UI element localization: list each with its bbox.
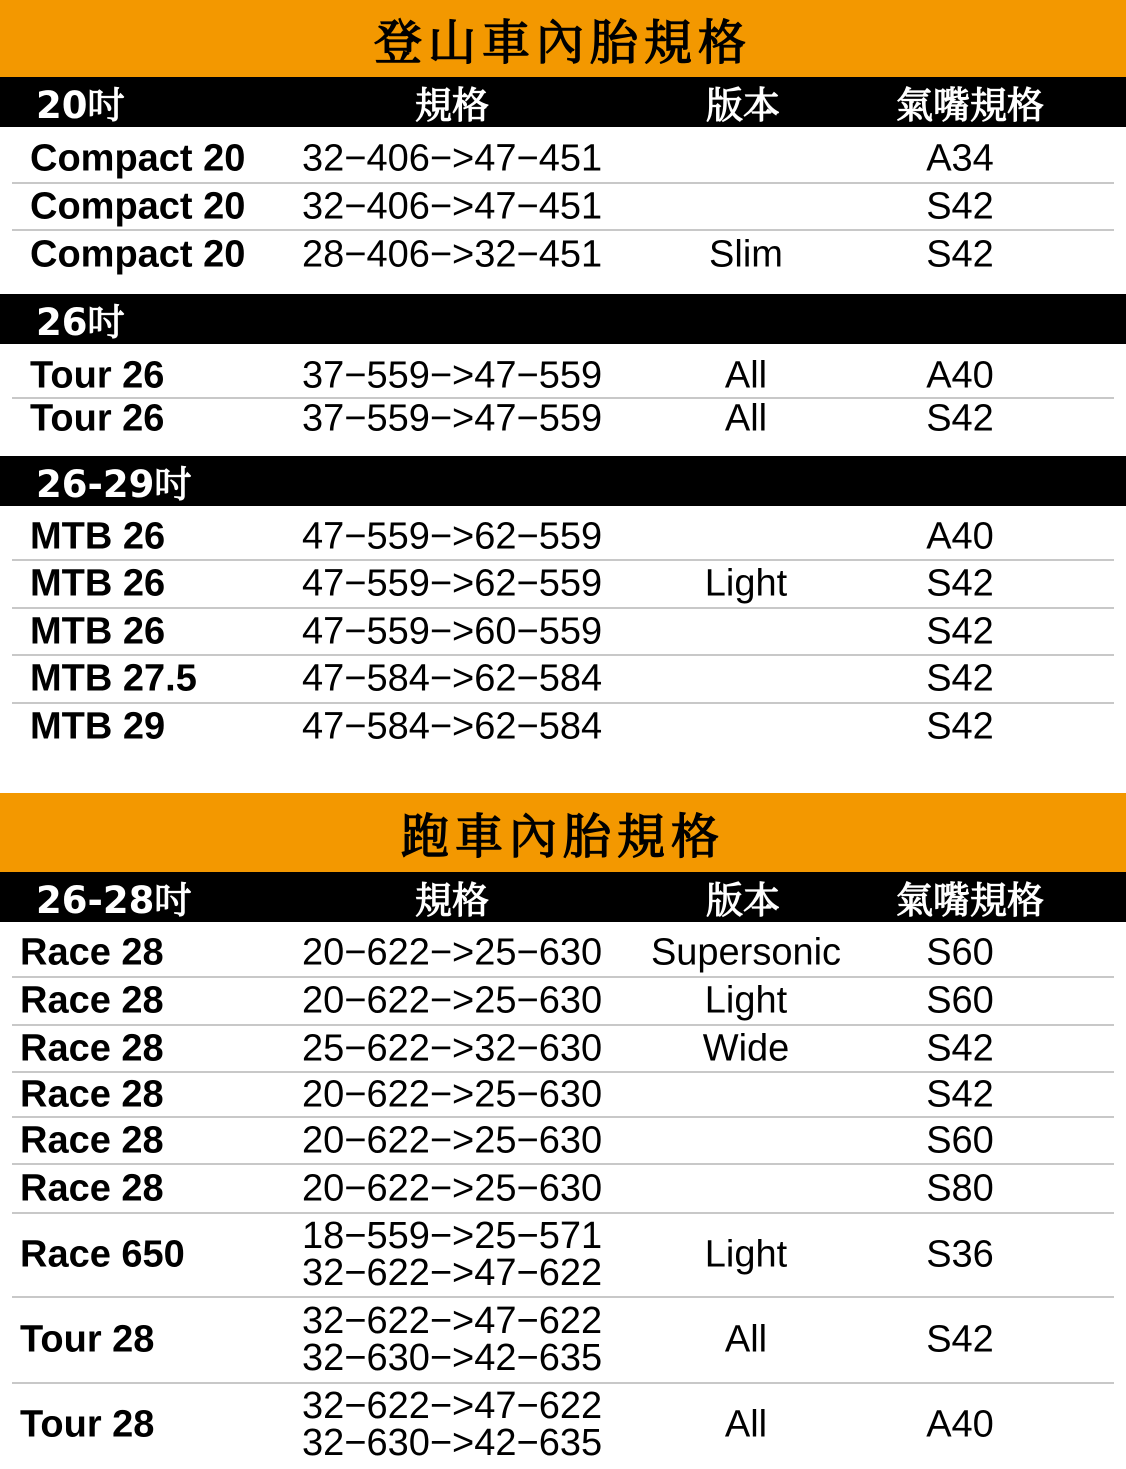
tube-name: MTB 26 [30,610,166,652]
tube-valve: A40 [926,515,994,557]
tube-spec-line: 28−406−>32−451 [302,233,603,276]
tube-spec [302,931,603,973]
tube-name: Compact 20 [30,233,246,276]
tube-spec [302,705,603,748]
header-size: 20吋 [36,84,125,127]
tube-spec [302,1073,603,1115]
table-row [12,184,1114,231]
tube-spec [302,1300,603,1379]
tube-spec [302,354,603,396]
tube-spec-line: 37−559−>47−559 [302,354,603,396]
tube-name: MTB 29 [30,705,166,748]
road-header-row [0,872,1126,922]
tube-valve: S80 [926,1167,994,1209]
table-row [12,1298,1114,1384]
tube-name: Compact 20 [30,185,246,227]
table-row [12,561,1114,609]
table-row [12,136,1114,184]
tube-spec-line: 32−630−>42−635 [302,1337,603,1379]
tube-name: Race 28 [20,1027,164,1069]
section-2629-label: 26-29吋 [36,463,192,506]
tube-valve: A34 [926,137,994,180]
tube-valve: S60 [926,1119,994,1161]
header-version: 版本 [706,879,780,922]
tube-spec-line: 20−622−>25−630 [302,1073,603,1115]
tube-valve: A40 [926,354,994,396]
table-row [12,1165,1114,1214]
header-size: 26-28吋 [36,879,192,922]
tube-version: Light [704,1233,788,1276]
tube-spec-line: 25−622−>32−630 [302,1027,603,1069]
table-row [12,399,1114,439]
road-title-banner [0,793,1126,872]
tube-valve: S60 [926,979,994,1022]
table-row [12,354,1114,399]
tube-name: Race 28 [20,1073,164,1115]
tube-spec-line: 47−559−>62−559 [302,515,603,557]
tube-name: MTB 27.5 [30,657,197,700]
header-spec: 規格 [415,84,489,127]
table-row [12,704,1114,750]
table-row [12,1026,1114,1073]
table-row [12,929,1114,978]
section-26-label: 26吋 [36,301,125,344]
tube-name: Race 650 [20,1233,185,1276]
header-valve: 氣嘴規格 [896,84,1044,127]
tube-valve: S42 [926,233,994,276]
tube-spec [302,1215,603,1294]
table-row [12,514,1114,561]
tube-version: Supersonic [650,931,842,973]
table-row [12,1073,1114,1118]
tube-spec-line: 32−622−>47−622 [302,1385,603,1427]
tube-valve: S42 [926,1073,994,1115]
tube-name: Tour 28 [20,1403,155,1446]
header-spec: 規格 [415,879,489,922]
tube-spec-line: 47−559−>62−559 [302,562,603,605]
tube-name: Race 28 [20,1119,164,1161]
tube-spec-line: 37−559−>47−559 [302,397,603,440]
mtb-title: 登山車內胎規格 [373,15,752,71]
tube-valve: S42 [926,397,994,440]
table-row [12,609,1114,656]
tube-spec-line: 47−584−>62−584 [302,705,603,748]
section-2629-header [0,456,1126,506]
tube-spec [302,185,603,227]
tube-spec-line: 20−622−>25−630 [302,1119,603,1161]
tube-spec-line: 32−630−>42−635 [302,1422,603,1464]
tube-spec-line: 32−622−>47−622 [302,1252,603,1294]
tube-version: Wide [702,1027,790,1069]
tube-spec [302,979,603,1022]
table-row [12,1118,1114,1165]
tube-spec-line: 47−559−>60−559 [302,610,603,652]
tube-version: Slim [709,233,783,276]
tube-version: All [724,1318,768,1361]
tube-spec [302,562,603,605]
tube-name: MTB 26 [30,515,166,557]
tube-spec [302,1119,603,1161]
tube-valve: S42 [926,657,994,700]
tube-spec [302,515,603,557]
tube-valve: S60 [926,931,994,973]
tube-spec-line: 32−406−>47−451 [302,137,603,180]
tube-spec-line: 20−622−>25−630 [302,1167,603,1209]
tube-spec [302,233,603,276]
tube-spec [302,1385,603,1464]
tube-version: Light [704,979,788,1022]
table-row [12,231,1114,279]
mtb-header-row [0,77,1126,127]
mtb-title-banner [0,0,1126,77]
tube-version: All [724,1403,768,1446]
tube-name: Tour 28 [20,1318,155,1361]
tube-spec-line: 20−622−>25−630 [302,979,603,1022]
table-row [12,978,1114,1026]
tube-spec-line: 20−622−>25−630 [302,931,603,973]
tube-spec [302,610,603,652]
tube-version: All [724,397,768,440]
tube-valve: S42 [926,1318,994,1361]
header-valve: 氣嘴規格 [896,879,1044,922]
tube-spec-line: 47−584−>62−584 [302,657,603,700]
tube-version: Light [704,562,788,605]
tube-spec-line: 18−559−>25−571 [302,1215,603,1257]
header-version: 版本 [706,84,780,127]
tube-spec [302,397,603,440]
tube-spec-line: 32−622−>47−622 [302,1300,603,1342]
tube-valve: S42 [926,185,994,227]
tube-valve: S42 [926,705,994,748]
tube-name: MTB 26 [30,562,166,605]
tube-spec-line: 32−406−>47−451 [302,185,603,227]
tube-name: Race 28 [20,931,164,973]
section-26-header [0,294,1126,344]
tube-valve: S42 [926,1027,994,1069]
tube-spec [302,657,603,700]
table-row [12,1384,1114,1466]
tube-name: Race 28 [20,979,164,1022]
table-row [12,656,1114,704]
tube-valve: A40 [926,1403,994,1446]
road-title: 跑車內胎規格 [400,809,725,865]
tube-valve: S42 [926,562,994,605]
tube-name: Tour 26 [30,354,165,396]
tube-name: Tour 26 [30,397,165,440]
tube-name: Race 28 [20,1167,164,1209]
tube-version: All [724,354,768,396]
tube-spec [302,137,603,180]
tube-valve: S42 [926,610,994,652]
tube-spec [302,1167,603,1209]
tube-valve: S36 [926,1233,994,1276]
tube-name: Compact 20 [30,137,246,180]
table-row [12,1214,1114,1298]
tube-spec [302,1027,603,1069]
